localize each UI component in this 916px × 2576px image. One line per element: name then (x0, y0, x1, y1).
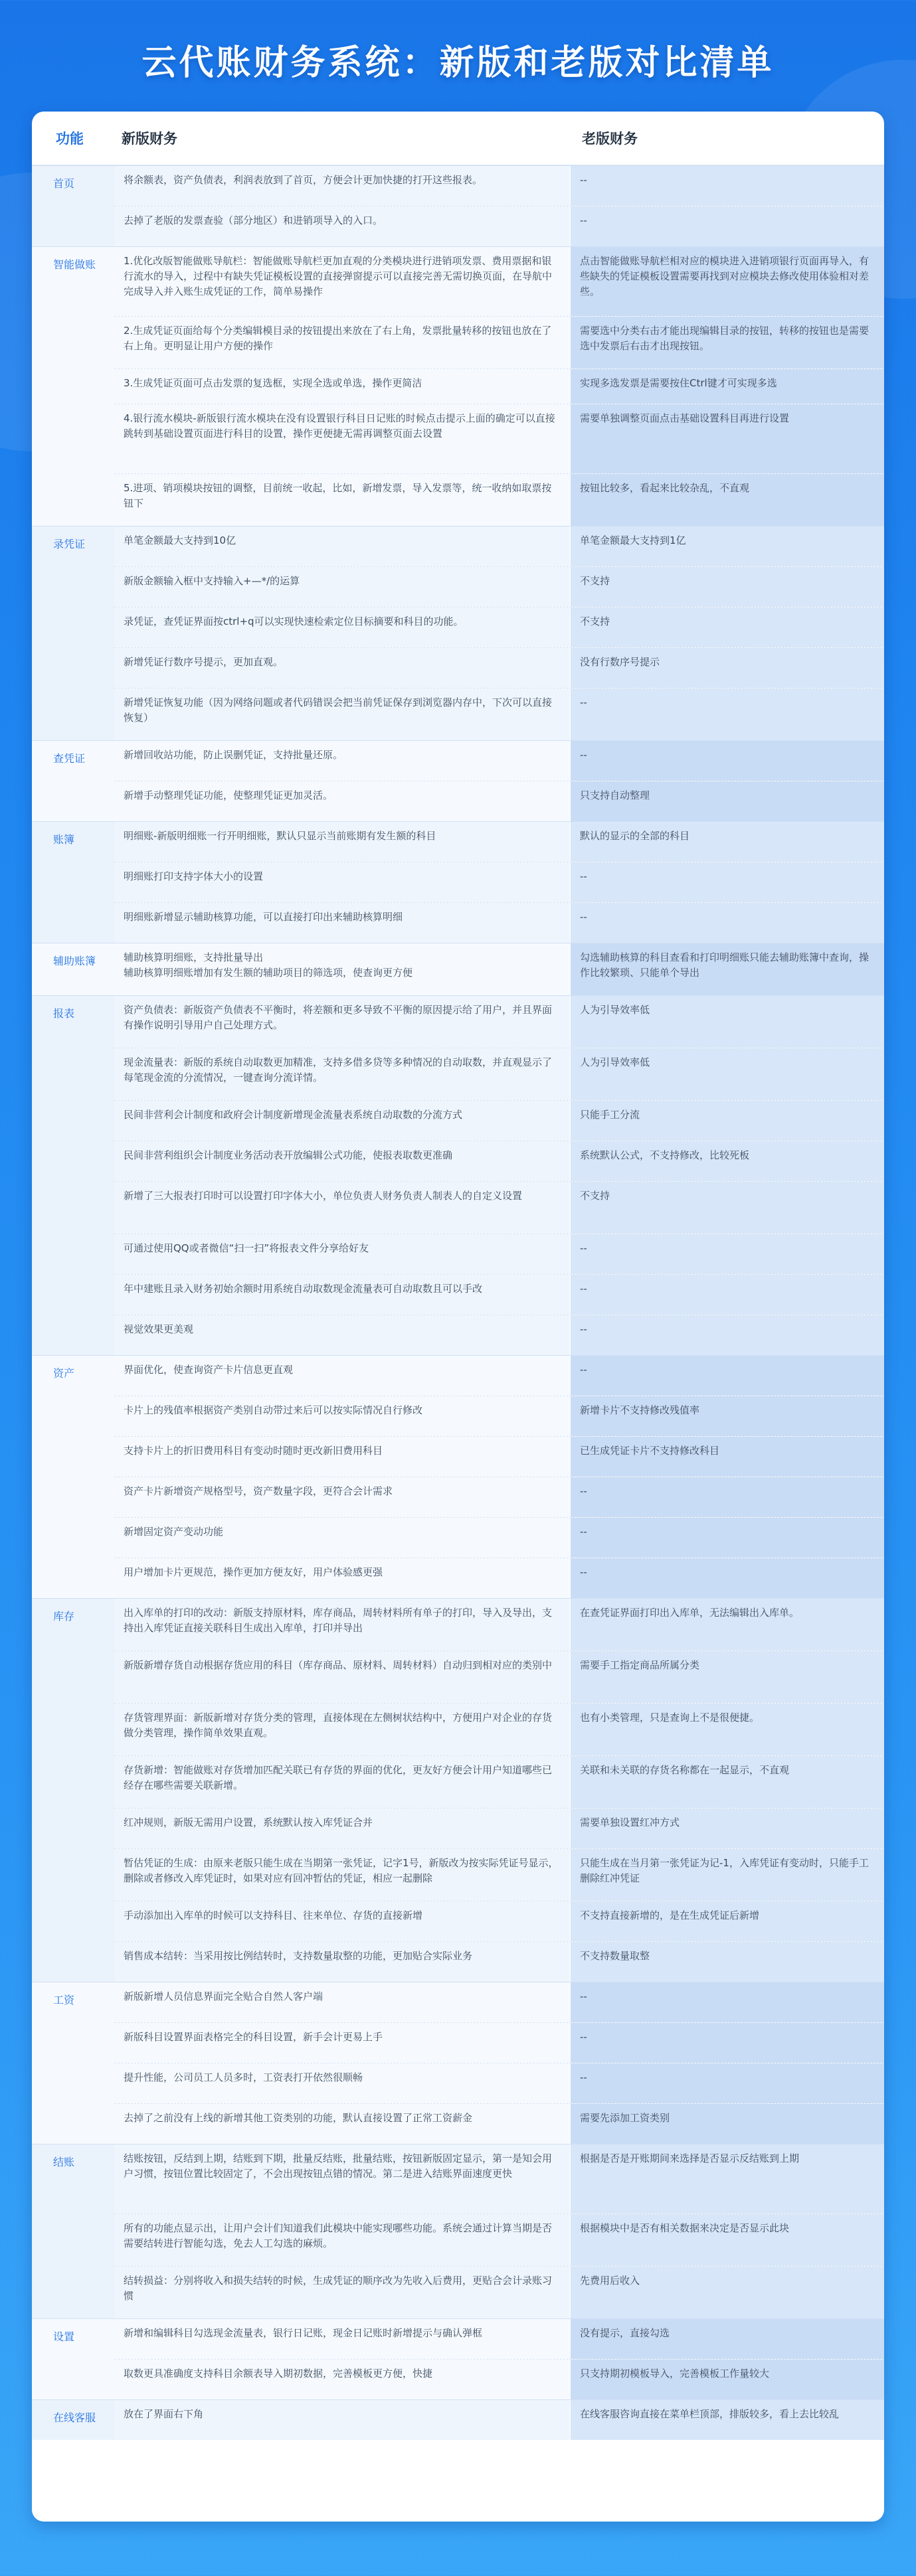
new-version-cell: 用户增加卡片更规范，操作更加方便友好，用户体验感更强 (114, 1558, 570, 1598)
new-version-cell: 明细账-新版明细账一行开明细账，默认只显示当前账期有发生额的科目 (114, 822, 570, 862)
old-version-cell: 需要手工指定商品所属分类 (570, 1651, 884, 1703)
new-version-cell: 资产负债表：新版资产负债表不平衡时，将差额和更多导致不平衡的原因提示给了用户，并且界面有操作说明引导用户自己处理方式。 (114, 996, 570, 1048)
new-version-cell: 存货管理界面：新版新增对存货分类的管理，直接体现在左侧树状结构中，方便用户对企业的存货做分类管理，操作简单效果直观。 (114, 1704, 570, 1755)
table-row (114, 567, 884, 607)
feature-category: 账簿 (32, 822, 114, 943)
table-row (114, 2063, 884, 2104)
table-row (114, 1101, 884, 1141)
group-rows (114, 1599, 884, 1982)
old-version-cell: 根据模块中是否有相关数据来决定是否显示此块 (570, 2214, 884, 2266)
table-row (114, 1599, 884, 1651)
new-version-cell: 手动添加出入库单的时候可以支持科目、往来单位、存货的直接新增 (114, 1901, 570, 1941)
table-row (114, 1982, 884, 2023)
feature-group (32, 526, 884, 740)
old-version-cell: 只能手工分流 (570, 1101, 884, 1141)
new-version-cell: 新增和编辑科目勾选现金流量表，银行日记账，现金日记账时新增提示与确认弹框 (114, 2319, 570, 2359)
old-version-cell: 需要单独调整页面点击基础设置科目再进行设置 (570, 404, 884, 473)
table-row (114, 1901, 884, 1942)
new-version-cell: 新增回收站功能，防止误删凭证，支持批量还原。 (114, 741, 570, 781)
feature-category: 资产 (32, 1356, 114, 1598)
old-version-cell: 只支持期初模板导入，完善模板工作量较大 (570, 2360, 884, 2399)
new-version-cell: 辅助核算明细账，支持批量导出 辅助核算明细账增加有发生额的辅助项目的筛选项，使查询更方便 (114, 943, 570, 995)
table-row (114, 822, 884, 862)
table-row (114, 2400, 884, 2440)
old-version-cell: -- (570, 1477, 884, 1517)
new-version-cell: 新增凭证恢复功能（因为网络问题或者代码错误会把当前凭证保存到浏览器内存中，下次可以直接恢复） (114, 688, 570, 740)
new-version-cell: 所有的功能点显示出，让用户会计们知道我们此模块中能实现哪些功能。系统会通过计算当期是否需要结转进行智能勾选，免去人工勾选的麻烦。 (114, 2214, 570, 2266)
table-row (114, 2023, 884, 2063)
comparison-table (32, 112, 884, 2522)
feature-group (32, 821, 884, 943)
table-body (32, 165, 884, 2440)
new-version-cell: 民间非营利组织会计制度业务活动表开放编辑公式功能，使报表取数更准确 (114, 1141, 570, 1181)
table-row (114, 474, 884, 526)
new-version-cell: 3.生成凭证页面可点击发票的复选框，实现全选或单选，操作更简洁 (114, 369, 570, 404)
new-version-cell: 红冲规则，新版无需用户设置，系统默认按入库凭证合并 (114, 1809, 570, 1848)
new-version-cell: 年中建账且录入财务初始余额时用系统自动取数现金流量表可自动取数且可以手改 (114, 1275, 570, 1315)
table-row (114, 1651, 884, 1704)
table-row (114, 1275, 884, 1315)
new-version-cell: 新版新增人员信息界面完全贴合自然人客户端 (114, 1982, 570, 2022)
feature-category: 设置 (32, 2319, 114, 2399)
new-version-cell: 民间非营利会计制度和政府会计制度新增现金流量表系统自动取数的分流方式 (114, 1101, 570, 1141)
group-rows (114, 526, 884, 740)
new-version-cell: 销售成本结转：当采用按比例结转时，支持数量取整的功能，更加贴合实际业务 (114, 1942, 570, 1982)
new-version-cell: 视觉效果更美观 (114, 1315, 570, 1355)
group-rows (114, 1356, 884, 1598)
table-row (114, 2360, 884, 2399)
table-row (114, 607, 884, 648)
feature-group (32, 2399, 884, 2440)
feature-group (32, 246, 884, 526)
new-version-cell: 新增手动整理凭证功能，使整理凭证更加灵活。 (114, 781, 570, 821)
table-row (114, 2144, 884, 2214)
group-rows (114, 2400, 884, 2440)
new-version-cell: 5.进项、销项模块按钮的调整，目前统一收起，比如，新增发票，导入发票等，统一收纳如取票按钮下 (114, 474, 570, 526)
old-version-cell: -- (570, 862, 884, 902)
old-version-cell: -- (570, 166, 884, 206)
feature-group (32, 2144, 884, 2318)
table-row (114, 1809, 884, 1849)
feature-category: 结账 (32, 2144, 114, 2318)
old-version-cell: 系统默认公式，不支持修改，比较死板 (570, 1141, 884, 1181)
table-row (114, 1518, 884, 1558)
new-version-cell: 暂估凭证的生成：由原来老版只能生成在当期第一张凭证，记字1号，新版改为按实际凭证号显示，删除或者修改入库凭证时，如果对应有回冲暂估的凭证，相应一起删除 (114, 1849, 570, 1901)
old-version-cell: 默认的显示的全部的科目 (570, 822, 884, 862)
feature-group (32, 740, 884, 821)
old-version-cell: 不支持 (570, 607, 884, 647)
old-version-cell: 不支持 (570, 567, 884, 607)
feature-category: 录凭证 (32, 526, 114, 740)
old-version-cell: 点击智能做账导航栏相对应的模块进入进销项银行页面再导入，有些缺失的凭证模板设置需要再找到对应模块去修改使用体验相对差些。 (570, 247, 884, 316)
table-row (114, 1558, 884, 1598)
table-row (114, 2319, 884, 2360)
new-version-cell: 1.优化改版智能做账导航栏：智能做账导航栏更加直观的分类模块进行进销项发票、费用票据和银行流水的导入，过程中有缺失凭证模板设置的直接弹窗提示可以直接完善无需切换页面，在导航中完成导入并入账生成凭证的工作，简单易操作 (114, 247, 570, 316)
new-version-cell: 资产卡片新增资产规格型号，资产数量字段，更符合会计需求 (114, 1477, 570, 1517)
old-version-cell: 需要单独设置红冲方式 (570, 1809, 884, 1848)
new-version-cell: 放在了界面右下角 (114, 2400, 570, 2440)
feature-group (32, 1355, 884, 1598)
table-row (114, 648, 884, 688)
table-row (114, 741, 884, 781)
old-version-cell: -- (570, 1558, 884, 1598)
old-version-cell: -- (570, 1982, 884, 2022)
table-row (114, 781, 884, 821)
table-row (114, 1942, 884, 1982)
new-version-cell: 新版新增存货自动根据存货应用的科目（库存商品、原材料、周转材料）自动归到相对应的类别中 (114, 1651, 570, 1703)
old-version-cell: -- (570, 903, 884, 943)
table-row (114, 2267, 884, 2318)
table-row (114, 1849, 884, 1901)
old-version-cell: -- (570, 206, 884, 246)
old-version-cell: 关联和未关联的存货名称都在一起显示，不直观 (570, 1756, 884, 1808)
new-version-cell: 结账按钮，反结到上期，结账到下期，批量反结账，批量结账，按钮新版固定显示，第一是知会用户习惯，按钮位置比较固定了，不会出现按钮点错的情况。第二是进入结账界面速度更快 (114, 2144, 570, 2214)
old-version-cell: -- (570, 688, 884, 740)
new-version-cell: 现金流量表：新版的系统自动取数更加精准，支持多借多贷等多种情况的自动取数，并直观显示了每笔现金流的分流情况，一键查询分流详情。 (114, 1048, 570, 1100)
old-version-cell: 在线客服咨询直接在菜单栏顶部，排版较多，看上去比较乱 (570, 2400, 884, 2440)
table-row (114, 526, 884, 567)
table-row (114, 862, 884, 903)
new-version-cell: 新增了三大报表打印时可以设置打印字体大小，单位负责人财务负责人制表人的自定义设置 (114, 1182, 570, 1234)
old-version-cell: -- (570, 1356, 884, 1396)
old-version-cell: 也有小类管理，只是查询上不是很便捷。 (570, 1704, 884, 1755)
table-row (114, 1182, 884, 1234)
table-row (114, 1437, 884, 1477)
new-version-cell: 录凭证，查凭证界面按ctrl+q可以实现快速检索定位目标摘要和科目的功能。 (114, 607, 570, 647)
table-row (114, 166, 884, 206)
old-version-cell: 在查凭证界面打印出入库单，无法编辑出入库单。 (570, 1599, 884, 1650)
old-version-cell: -- (570, 2063, 884, 2103)
feature-group (32, 1982, 884, 2144)
table-row (114, 317, 884, 369)
old-version-cell: 按钮比较多，看起来比较杂乱，不直观 (570, 474, 884, 526)
group-rows (114, 2144, 884, 2318)
new-version-cell: 新版金额输入框中支持输入+—*/的运算 (114, 567, 570, 607)
old-version-cell: 新增卡片不支持修改残值率 (570, 1396, 884, 1436)
feature-category: 首页 (32, 166, 114, 246)
table-row (114, 2214, 884, 2267)
new-version-cell: 2.生成凭证页面给每个分类编辑模目录的按钮提出来放在了右上角，发票批量转移的按钮也放在了右上角。更明显让用户方便的操作 (114, 317, 570, 368)
old-version-cell: 已生成凭证卡片不支持修改科目 (570, 1437, 884, 1477)
old-version-cell: 需要选中分类右击才能出现编辑目录的按钮，转移的按钮也是需要选中发票后右击才出现按钮。 (570, 317, 884, 368)
old-version-cell: -- (570, 1234, 884, 1274)
table-row (114, 206, 884, 246)
new-version-cell: 去掉了老版的发票查验（部分地区）和进销项导入的入口。 (114, 206, 570, 246)
header-feature: 功能 (56, 131, 84, 147)
feature-category: 报表 (32, 996, 114, 1355)
table-row (114, 996, 884, 1048)
table-header (32, 112, 884, 165)
table-row (114, 1048, 884, 1101)
new-version-cell: 支持卡片上的折旧费用科目有变动时随时更改新旧费用科目 (114, 1437, 570, 1477)
table-row (114, 2104, 884, 2144)
new-version-cell: 新增固定资产变动功能 (114, 1518, 570, 1558)
new-version-cell: 将余额表，资产负债表，利润表放到了首页，方便会计更加快捷的打开这些报表。 (114, 166, 570, 206)
new-version-cell: 明细账打印支持字体大小的设置 (114, 862, 570, 902)
old-version-cell: -- (570, 1315, 884, 1355)
new-version-cell: 4.银行流水模块-新版银行流水模块在没有设置银行科目日记账的时候点击提示上面的确定可以直接跳转到基础设置页面进行科目的设置，操作更便捷无需再调整页面去设置 (114, 404, 570, 473)
page-title: 云代账财务系统：新版和老版对比清单 (141, 43, 775, 83)
group-rows (114, 741, 884, 821)
old-version-cell: 没有提示，直接勾选 (570, 2319, 884, 2359)
table-row (114, 943, 884, 995)
table-row (114, 688, 884, 740)
new-version-cell: 单笔金额最大支持到10亿 (114, 526, 570, 566)
group-rows (114, 943, 884, 995)
old-version-cell: 实现多选发票是需要按住Ctrl键才可实现多选 (570, 369, 884, 404)
feature-group (32, 1598, 884, 1982)
table-row (114, 903, 884, 943)
table-row (114, 1356, 884, 1396)
feature-category: 在线客服 (32, 2400, 114, 2440)
table-row (114, 1756, 884, 1809)
feature-category: 工资 (32, 1982, 114, 2144)
old-version-cell: 不支持数量取整 (570, 1942, 884, 1982)
old-version-cell: 人为引导效率低 (570, 1048, 884, 1100)
new-version-cell: 去掉了之前没有上线的新增其他工资类别的功能，默认直接设置了正常工资薪金 (114, 2104, 570, 2144)
group-rows (114, 2319, 884, 2399)
new-version-cell: 取数更具准确度支持科目余额表导入期初数据，完善模板更方便，快捷 (114, 2360, 570, 2399)
new-version-cell: 新版科目设置界面表格完全的科目设置，新手会计更易上手 (114, 2023, 570, 2063)
old-version-cell: -- (570, 1275, 884, 1315)
old-version-cell: 人为引导效率低 (570, 996, 884, 1048)
header-old-version: 老版财务 (582, 131, 638, 147)
table-row (114, 1477, 884, 1518)
new-version-cell: 新增凭证行数序号提示，更加直观。 (114, 648, 570, 688)
table-row (114, 1315, 884, 1355)
old-version-cell: 不支持 (570, 1182, 884, 1234)
group-rows (114, 822, 884, 943)
feature-group (32, 995, 884, 1355)
feature-category: 智能做账 (32, 247, 114, 526)
new-version-cell: 可通过使用QQ或者微信“扫一扫”将报表文件分享给好友 (114, 1234, 570, 1274)
old-version-cell: -- (570, 1518, 884, 1558)
new-version-cell: 提升性能，公司员工人员多时，工资表打开依然很顺畅 (114, 2063, 570, 2103)
old-version-cell: 只能生成在当月第一张凭证为记-1，入库凭证有变动时，只能手工删除红冲凭证 (570, 1849, 884, 1901)
old-version-cell: 不支持直接新增的，是在生成凭证后新增 (570, 1901, 884, 1941)
group-rows (114, 1982, 884, 2144)
new-version-cell: 存货新增：智能做账对存货增加匹配关联已有存货的界面的优化，更友好方便会计用户知道哪些已经存在哪些需要关联新增。 (114, 1756, 570, 1808)
table-row (114, 1234, 884, 1275)
old-version-cell: 单笔金额最大支持到1亿 (570, 526, 884, 566)
header-new-version: 新版财务 (122, 131, 177, 147)
feature-category: 库存 (32, 1599, 114, 1982)
table-row (114, 1704, 884, 1756)
feature-group (32, 943, 884, 995)
new-version-cell: 出入库单的打印的改动：新版支持原材料，库存商品，周转材料所有单子的打印，导入及导出，支持出入库凭证直接关联科目生成出入库单，打印并导出 (114, 1599, 570, 1650)
feature-group (32, 165, 884, 246)
group-rows (114, 247, 884, 526)
table-row (114, 247, 884, 317)
new-version-cell: 界面优化，使查询资产卡片信息更直观 (114, 1356, 570, 1396)
feature-category: 查凭证 (32, 741, 114, 821)
old-version-cell: 勾选辅助核算的科目查看和打印明细账只能去辅助账簿中查询，操作比较繁琐、只能单个导出 (570, 943, 884, 995)
feature-group (32, 2318, 884, 2399)
table-row (114, 1396, 884, 1437)
group-rows (114, 166, 884, 246)
feature-category: 辅助账簿 (32, 943, 114, 995)
new-version-cell: 明细账新增显示辅助核算功能，可以直接打印出来辅助核算明细 (114, 903, 570, 943)
group-rows (114, 996, 884, 1355)
old-version-cell: 没有行数序号提示 (570, 648, 884, 688)
table-row (114, 369, 884, 404)
new-version-cell: 结转损益：分别将收入和损失结转的时候，生成凭证的顺序改为先收入后费用，更贴合会计录账习惯 (114, 2267, 570, 2318)
table-row (114, 1141, 884, 1182)
table-row (114, 404, 884, 474)
old-version-cell: 只支持自动整理 (570, 781, 884, 821)
old-version-cell: 根据是否是开账期间来选择是否显示反结账到上期 (570, 2144, 884, 2214)
new-version-cell: 卡片上的残值率根据资产类别自动带过来后可以按实际情况自行修改 (114, 1396, 570, 1436)
old-version-cell: 先费用后收入 (570, 2267, 884, 2318)
old-version-cell: 需要先添加工资类别 (570, 2104, 884, 2144)
old-version-cell: -- (570, 2023, 884, 2063)
old-version-cell: -- (570, 741, 884, 781)
